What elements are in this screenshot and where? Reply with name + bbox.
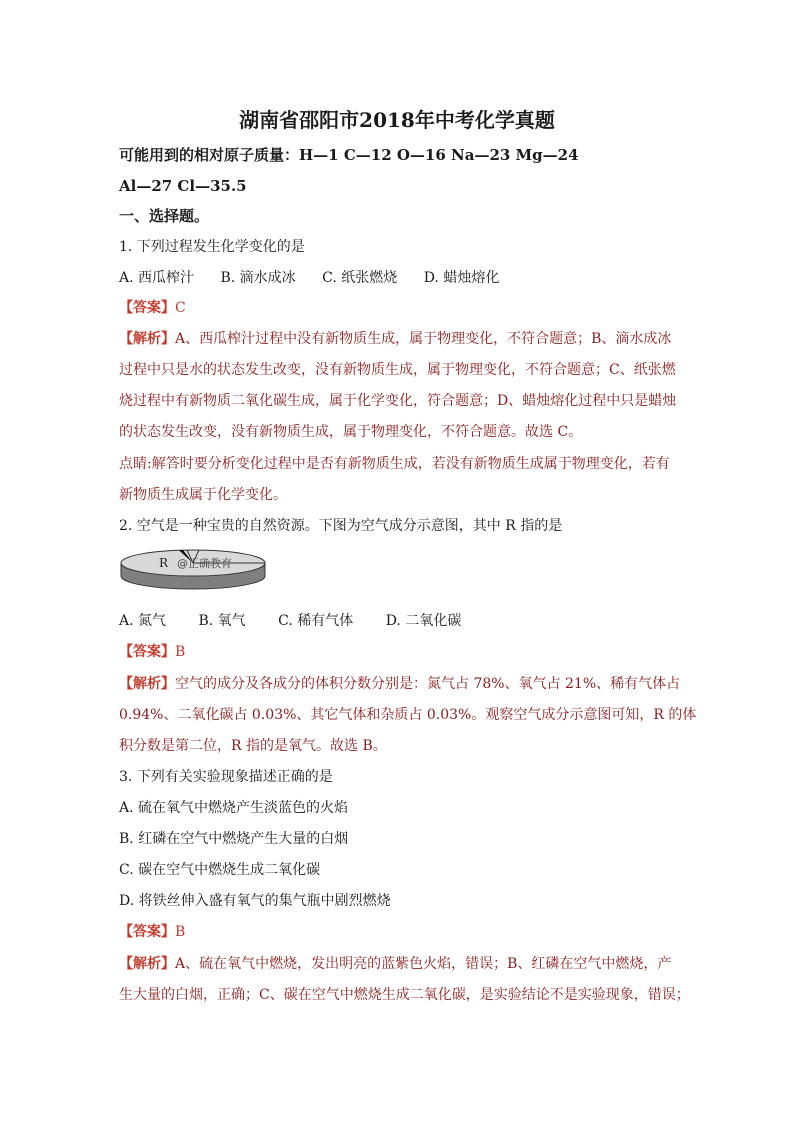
question-2-stem: 2. 空气是一种宝贵的自然资源。下图为空气成分示意图，其中 R 指的是: [119, 518, 563, 534]
q1-option-a: A. 西瓜榨汁: [119, 270, 195, 286]
atomic-mass-line-2: Al—27 Cl—35.5: [119, 177, 247, 195]
q1-analysis-label: 【解析】: [119, 331, 175, 347]
q3-answer: [119, 923, 185, 941]
q1-option-b: B. 滴水成冰: [220, 270, 296, 286]
q2-answer-value: B: [175, 644, 186, 660]
q3-analysis-text-1: A、硫在氧气中燃烧，发出明亮的蓝紫色火焰，错误；B、红磷在空气中燃烧，产: [175, 956, 672, 972]
q3-analysis-line-1: [119, 955, 671, 973]
question-2-options: [119, 612, 461, 630]
watermark-text: @正确教育: [177, 557, 232, 570]
q2-analysis-label: 【解析】: [119, 676, 175, 692]
q1-analysis-line-3: 烧过程中有新物质二氧化碳生成，属于化学变化，符合题意；D、蜡烛熔化过程中只是蜡烛: [119, 393, 677, 409]
q2-option-d: D. 二氧化碳: [385, 613, 462, 629]
question-1-options: [119, 269, 499, 287]
q1-answer-value: C: [175, 300, 186, 316]
question-3-stem: 3. 下列有关实验现象描述正确的是: [119, 769, 333, 785]
q2-option-b: B. 氧气: [198, 613, 246, 629]
q1-option-d: D. 蜡烛熔化: [423, 270, 500, 286]
q1-analysis-line-2: 过程中只是水的状态发生改变，没有新物质生成，属于物理变化，不符合题意；C、纸张燃: [119, 362, 676, 378]
q3-analysis-label: 【解析】: [119, 956, 175, 972]
q1-tip-line-2: 新物质生成属于化学变化。: [119, 487, 287, 503]
q3-answer-value: B: [175, 924, 186, 940]
q3-answer-label: 【答案】: [119, 924, 175, 940]
q2-analysis-line-2: 0.94%、二氧化碳占 0.03%、其它气体和杂质占 0.03%。观察空气成分示意图可知，R 的体: [119, 707, 697, 723]
q3-option-c: C. 碳在空气中燃烧生成二氧化碳: [119, 862, 321, 878]
atomic-mass-line-1: 可能用到的相对原子质量：H—1 C—12 O—16 Na—23 Mg—24: [119, 146, 579, 164]
q1-analysis-text-1: A、西瓜榨汁过程中没有新物质生成，属于物理变化，不符合题意；B、滴水成冰: [175, 331, 672, 347]
q2-analysis-line-1: [119, 675, 680, 693]
q2-answer: [119, 643, 185, 661]
q1-analysis-line-4: 的状态发生改变，没有新物质生成，属于物理变化，不符合题意。故选 C。: [119, 424, 583, 440]
q2-option-c: C. 稀有气体: [278, 613, 354, 629]
q2-answer-label: 【答案】: [119, 644, 175, 660]
q2-analysis-line-3: 积分数是第二位，R 指的是氧气。故选 B。: [119, 738, 387, 754]
page-title: 湖南省邵阳市2018年中考化学真题: [239, 108, 555, 132]
air-composition-diagram: [119, 547, 269, 601]
r-label: R: [159, 556, 169, 570]
q3-option-d: D. 将铁丝伸入盛有氧气的集气瓶中剧烈燃烧: [119, 893, 391, 909]
q3-analysis-line-2: 生大量的白烟，正确；C、碳在空气中燃烧生成二氧化碳，是实验结论不是实验现象，错误；: [119, 987, 690, 1003]
q3-option-a: A. 硫在氧气中燃烧产生淡蓝色的火焰: [119, 800, 349, 816]
q3-option-b: B. 红磷在空气中燃烧产生大量的白烟: [119, 831, 349, 847]
q1-analysis-line-1: [119, 330, 671, 348]
q1-tip-line-1: 点睛:解答时要分析变化过程中是否有新物质生成，若没有新物质生成属于物理变化，若有: [119, 456, 670, 472]
q1-answer: [119, 299, 186, 317]
q2-option-a: A. 氮气: [119, 613, 167, 629]
q2-analysis-text-1: 空气的成分及各成分的体积分数分别是：氮气占 78%、氧气占 21%、稀有气体占: [175, 676, 681, 692]
question-1-stem: 1. 下列过程发生化学变化的是: [119, 239, 305, 255]
q1-option-c: C. 纸张燃烧: [322, 270, 398, 286]
section-heading: 一、选择题。: [119, 207, 210, 225]
q1-answer-label: 【答案】: [119, 300, 175, 316]
